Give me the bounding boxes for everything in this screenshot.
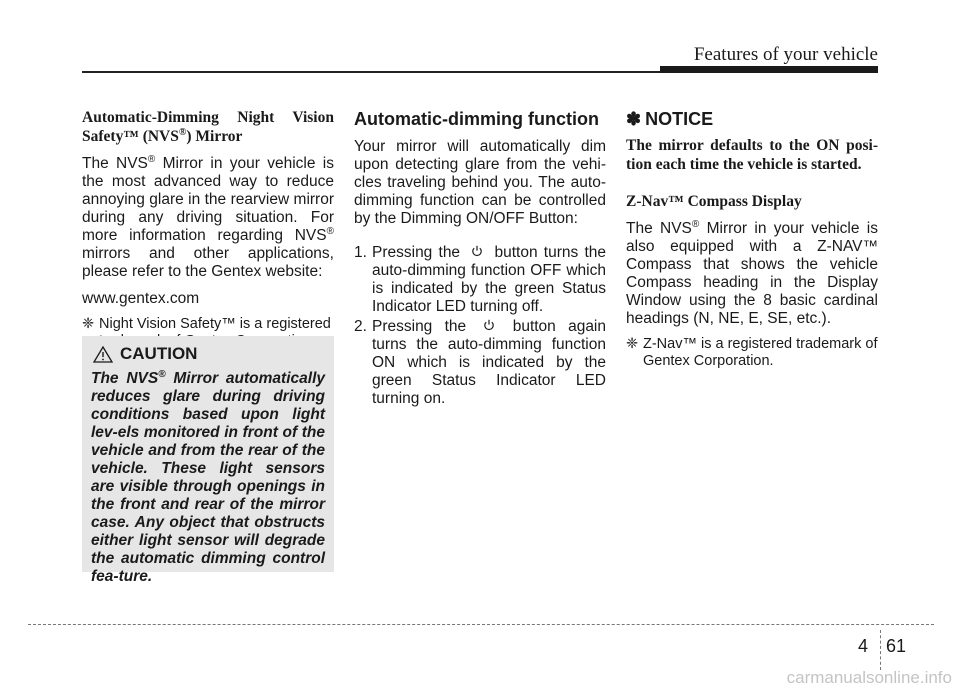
- step-text-pre: Pressing the: [372, 318, 467, 335]
- column-3: [626, 108, 878, 370]
- caution-header: [93, 344, 325, 364]
- notice-title: NOTICE: [645, 109, 714, 129]
- header-title: Features of your vehicle: [693, 44, 878, 65]
- step-number: 2.: [354, 318, 367, 335]
- step-number: 1.: [354, 244, 367, 261]
- warning-triangle-icon: [93, 346, 113, 363]
- caution-body: The NVS® Mirror automatically reduces glare during driving conditions based upon light lev-els monitored in front of the vehicle and from the rear of the vehicle. These light sensors are visible through openings in the front and rear of the mirror case. Any object that obstructs either light sensor will degrade the automatic dimming control fea-ture.: [91, 368, 325, 585]
- nvs-heading: Automatic-Dimming Night Vision Safety™ (NVS®) Mirror: [82, 109, 334, 145]
- note-mark-icon: ❈: [626, 336, 639, 352]
- nvs-paragraph: The NVS® Mirror in your vehicle is the most advanced way to reduce annoying glare in the rearview mirror during any driving situation. For more information regarding NVS® mirrors and other applications, please refer to the Gentex website:: [82, 153, 334, 280]
- steps-list: [354, 244, 606, 408]
- trademark-note-text: Z-Nav™ is a registered trademark of Gentex Corporation.: [643, 336, 878, 369]
- intro-paragraph: Your mirror will automatically dim upon detecting glare from the vehi-cles traveling behind you. The auto-dimming function can be controlled by the Dimming ON/OFF Button:: [354, 138, 606, 227]
- column-2: [354, 108, 606, 410]
- watermark: carmanualsonline.info: [786, 668, 952, 687]
- list-item: [354, 318, 606, 408]
- compass-paragraph: The NVS® Mirror in your vehicle is also equipped with a Z-NAV™ Compass that shows the vehicle Compass heading in the Display Window using the 8 basic cardinal headings (N, NE, E, SE, etc.).: [626, 218, 878, 327]
- trademark-note-text: Night Vision Safety™ is a registered: [99, 316, 331, 332]
- list-item: [354, 244, 606, 316]
- gentex-url: www.gentex.com: [82, 290, 200, 307]
- power-icon: [466, 244, 488, 262]
- power-icon: [478, 318, 500, 336]
- step-text-pre: Pressing the: [372, 244, 461, 261]
- step-text: [372, 318, 606, 408]
- compass-subheading: Z-Nav™ Compass Display: [626, 193, 802, 210]
- note-mark-icon: ❈: [82, 316, 95, 332]
- notice-header: [626, 108, 878, 130]
- column-1: [82, 108, 334, 350]
- header-rule-bar: [660, 66, 878, 73]
- notice-body: The mirror defaults to the ON posi-tion each time the vehicle is started.: [626, 137, 878, 173]
- step-text-post: button turns the auto-dimming function OFF which is indicated by the green Status Indicator LED turning off.: [372, 244, 607, 315]
- notice-star-icon: ✽: [626, 109, 642, 129]
- step-text: [372, 244, 606, 316]
- chapter-number: 4: [858, 636, 869, 656]
- caution-title: CAUTION: [120, 344, 198, 363]
- page-number: 61: [886, 636, 907, 656]
- footer-divider: [880, 630, 881, 670]
- caution-box: [82, 336, 334, 585]
- step-text-post: button again turns the auto-dimming function ON which is indicated by the green Status Indicator LED turning on.: [372, 318, 606, 407]
- trademark-note: [626, 336, 878, 370]
- footer-rule: [28, 624, 934, 625]
- section-title: Automatic-dimming function: [354, 109, 599, 129]
- header-rule: [82, 71, 682, 73]
